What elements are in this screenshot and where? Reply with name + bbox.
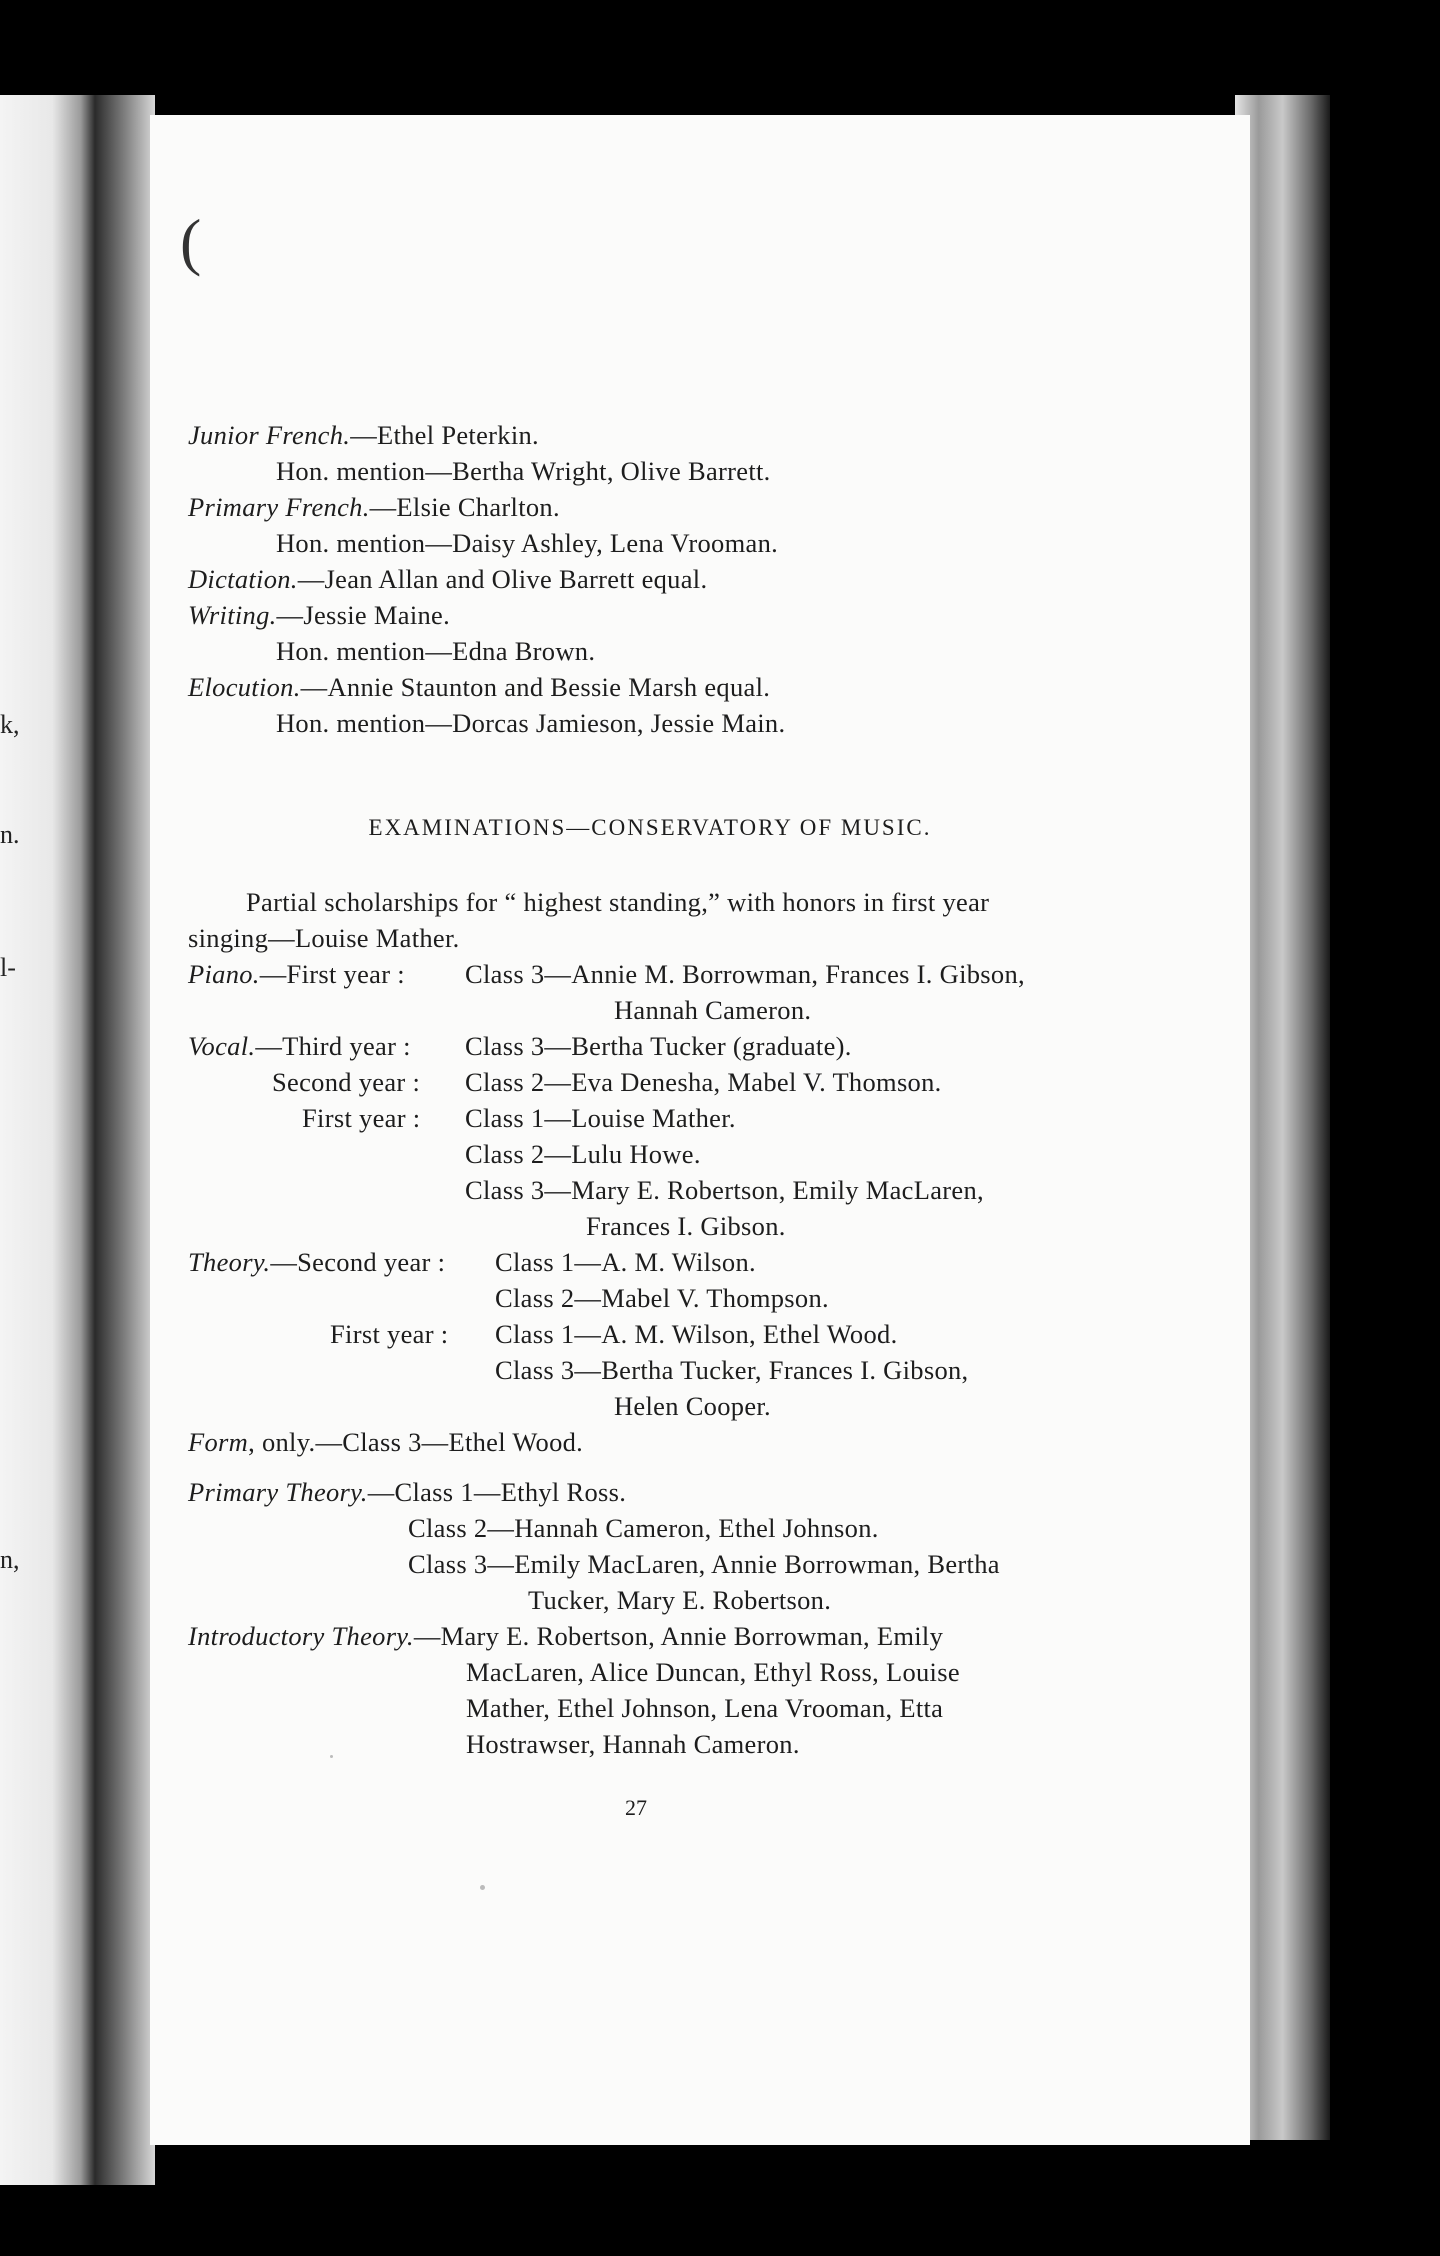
vocal-class-cont: Frances I. Gibson. (586, 1211, 786, 1241)
scholarship-text: singing—Louise Mather. (188, 923, 460, 953)
margin-mark: ( (180, 206, 202, 277)
vocal-class: Class 2—Lulu Howe. (465, 1139, 701, 1169)
page-number: 27 (625, 1795, 647, 1820)
left-page-fragment: k, (0, 710, 20, 739)
left-page-fragment: n, (0, 1545, 20, 1574)
vocal-year: Second year : (272, 1067, 421, 1097)
entry-elocution: Elocution.—Annie Staunton and Bessie Marsh equal. (188, 672, 771, 702)
theory-class: Class 3—Bertha Tucker, Frances I. Gibson, (495, 1355, 969, 1385)
theory-class: Class 1—A. M. Wilson. (495, 1247, 756, 1277)
vocal-label: Vocal.—Third year : (188, 1031, 411, 1061)
theory-class-cont: Helen Cooper. (614, 1391, 771, 1421)
primary-theory-class: Class 2—Hannah Cameron, Ethel Johnson. (408, 1513, 879, 1543)
piano-class-cont: Hannah Cameron. (614, 995, 812, 1025)
theory-class: Class 2—Mabel V. Thompson. (495, 1283, 829, 1313)
section-heading: EXAMINATIONS—CONSERVATORY OF MUSIC. (368, 815, 932, 840)
theory-label: Theory.—Second year : (188, 1247, 446, 1277)
introductory-theory-names: Mather, Ethel Johnson, Lena Vrooman, Etta (466, 1693, 944, 1723)
entry-hon-mention: Hon. mention—Edna Brown. (276, 636, 596, 666)
piano-class: Class 3—Annie M. Borrowman, Frances I. Gibson, (465, 959, 1025, 989)
vocal-class: Class 1—Louise Mather. (465, 1103, 736, 1133)
primary-theory-class-cont: Tucker, Mary E. Robertson. (528, 1585, 832, 1615)
vocal-class: Class 2—Eva Denesha, Mabel V. Thomson. (465, 1067, 942, 1097)
book-page (150, 115, 1250, 2145)
introductory-theory-names: Hostrawser, Hannah Cameron. (466, 1729, 800, 1759)
theory-class: Class 1—A. M. Wilson, Ethel Wood. (495, 1319, 898, 1349)
left-page-fragment: n. (0, 820, 20, 849)
vocal-class: Class 3—Bertha Tucker (graduate). (465, 1031, 852, 1061)
entry-junior-french: Junior French.—Ethel Peterkin. (188, 420, 539, 450)
form-entry: Form, only.—Class 3—Ethel Wood. (188, 1427, 584, 1457)
primary-theory-class: Class 3—Emily MacLaren, Annie Borrowman, Bertha (408, 1549, 1000, 1579)
entry-dictation: Dictation.—Jean Allan and Olive Barrett equal. (188, 564, 708, 594)
introductory-theory-names: MacLaren, Alice Duncan, Ethyl Ross, Louise (466, 1657, 960, 1687)
entry-primary-french: Primary French.—Elsie Charlton. (188, 492, 560, 522)
vocal-year: First year : (302, 1103, 421, 1133)
left-page-fragment: l- (0, 953, 16, 982)
dust-speck (330, 1755, 333, 1758)
dust-speck (480, 1885, 485, 1890)
introductory-theory-label: Introductory Theory.—Mary E. Robertson, Annie Borrowman, Emily (188, 1621, 944, 1651)
primary-theory-label: Primary Theory.—Class 1—Ethyl Ross. (188, 1477, 627, 1507)
entry-hon-mention: Hon. mention—Bertha Wright, Olive Barrett. (276, 456, 771, 486)
left-page-edge (0, 95, 95, 2185)
entry-hon-mention: Hon. mention—Dorcas Jamieson, Jessie Main. (276, 708, 786, 738)
book-gutter (95, 95, 155, 2185)
entry-hon-mention: Hon. mention—Daisy Ashley, Lena Vrooman. (276, 528, 779, 558)
theory-year: First year : (330, 1319, 449, 1349)
scholarship-text: Partial scholarships for “ highest standing,” with honors in first year (246, 887, 990, 917)
piano-label: Piano.—First year : (188, 959, 405, 989)
entry-writing: Writing.—Jessie Maine. (188, 600, 451, 630)
vocal-class: Class 3—Mary E. Robertson, Emily MacLaren, (465, 1175, 984, 1205)
